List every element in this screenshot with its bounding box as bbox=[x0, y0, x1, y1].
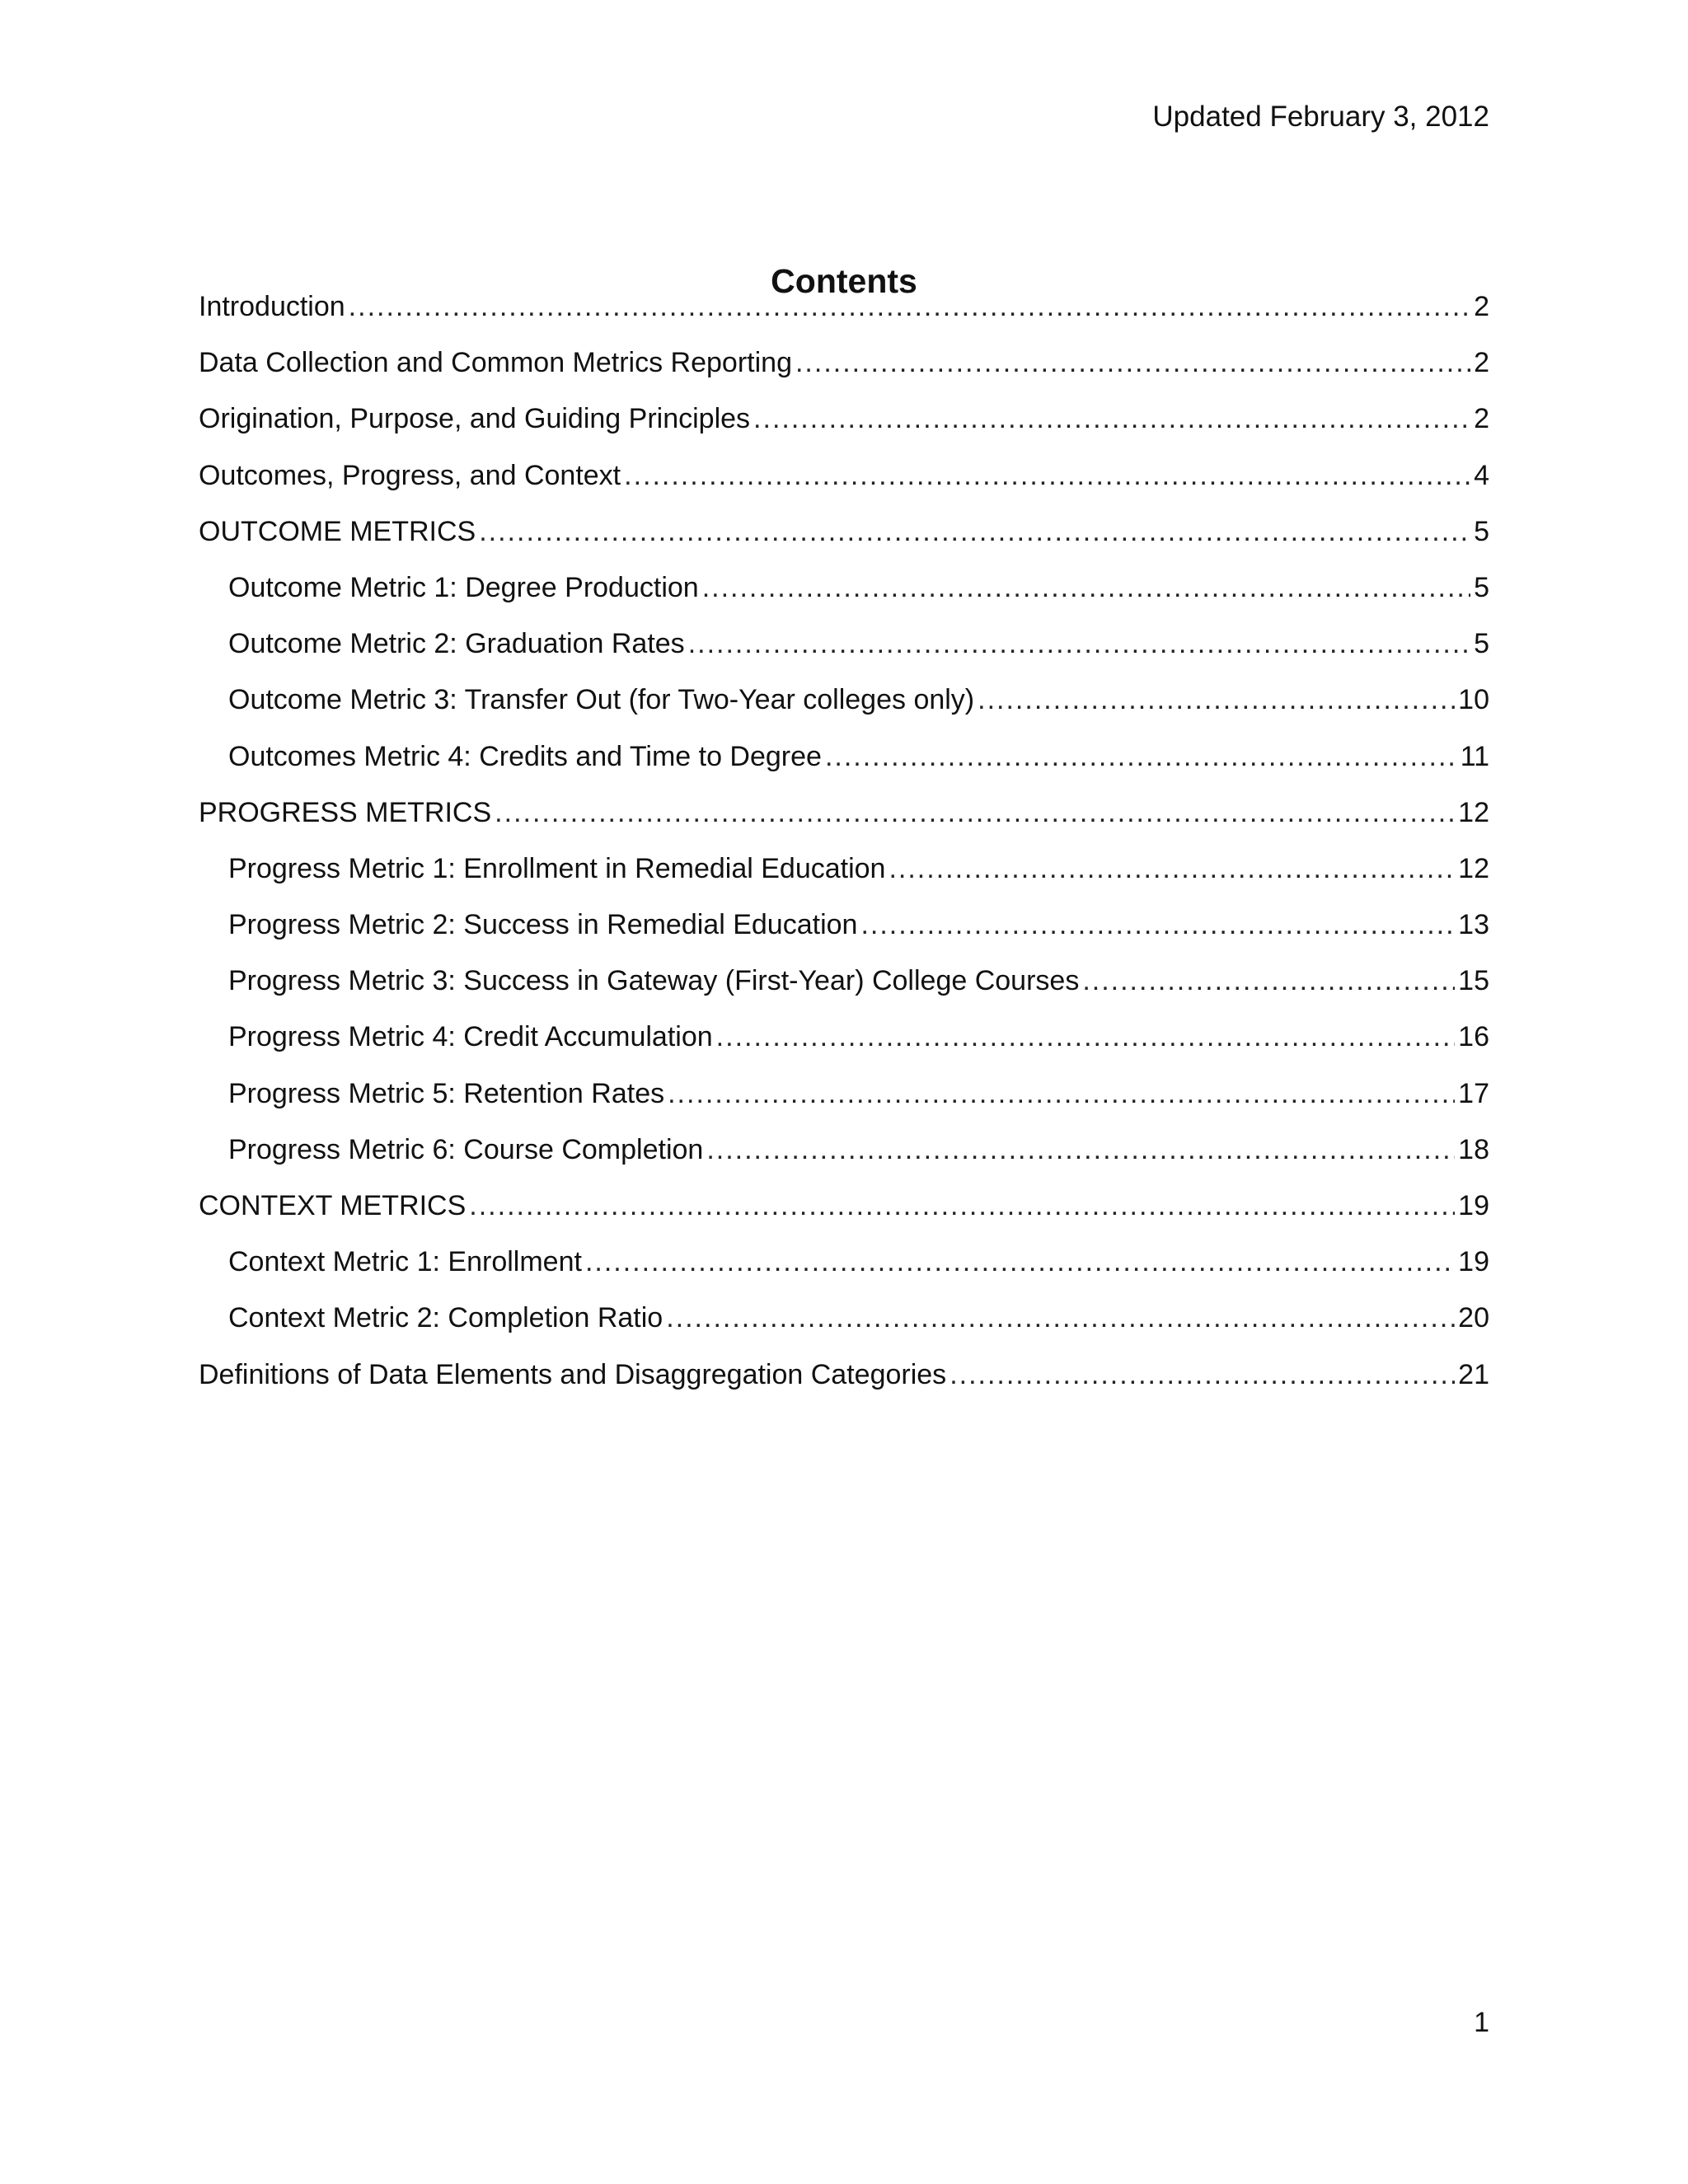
toc-entry-page: 2 bbox=[1474, 291, 1489, 322]
toc-entry-page: 21 bbox=[1458, 1358, 1489, 1390]
toc-entry-page: 19 bbox=[1458, 1190, 1489, 1221]
dot-leader bbox=[349, 288, 1470, 325]
toc-entry-label: Progress Metric 2: Success in Remedial Education bbox=[228, 909, 858, 941]
dot-leader bbox=[1082, 963, 1455, 999]
toc-entry-label: Outcome Metric 2: Graduation Rates bbox=[228, 628, 685, 660]
toc-entry-progress-metric-5[interactable] bbox=[199, 1076, 1489, 1132]
toc-entry-page: 5 bbox=[1474, 628, 1489, 660]
toc-entry-label: Progress Metric 3: Success in Gateway (First-Year) College Courses bbox=[228, 965, 1080, 997]
dot-leader bbox=[479, 513, 1470, 550]
toc-entry-label: Context Metric 2: Completion Ratio bbox=[228, 1302, 663, 1334]
dot-leader bbox=[753, 401, 1470, 437]
dot-leader bbox=[624, 457, 1470, 494]
toc-entry-label: Origination, Purpose, and Guiding Principles bbox=[199, 403, 751, 435]
dot-leader bbox=[706, 1132, 1455, 1168]
dot-leader bbox=[978, 682, 1455, 718]
toc-entry-page: 2 bbox=[1474, 347, 1489, 379]
dot-leader bbox=[860, 907, 1455, 943]
toc-entry-outcome-metric-3[interactable] bbox=[199, 682, 1489, 738]
toc-entry-label: Context Metric 1: Enrollment bbox=[228, 1246, 582, 1278]
toc-entry-label: Outcome Metric 3: Transfer Out (for Two-Year colleges only) bbox=[228, 684, 975, 716]
toc-entry-page: 2 bbox=[1474, 403, 1489, 435]
updated-date: Updated February 3, 2012 bbox=[1152, 101, 1489, 133]
toc-entry-progress-metric-1[interactable] bbox=[199, 851, 1489, 907]
toc-entry-page: 11 bbox=[1460, 740, 1489, 772]
toc-entry-label: PROGRESS METRICS bbox=[199, 796, 492, 828]
toc-entry-outcome-metric-2[interactable] bbox=[199, 626, 1489, 682]
toc-entry-label: Progress Metric 6: Course Completion bbox=[228, 1133, 704, 1165]
toc-entry-context-metric-2[interactable] bbox=[199, 1300, 1489, 1356]
dot-leader bbox=[825, 738, 1457, 775]
toc-entry-origination[interactable] bbox=[199, 401, 1489, 457]
toc-entry-page: 18 bbox=[1458, 1133, 1489, 1165]
dot-leader bbox=[950, 1357, 1455, 1393]
toc-entry-page: 17 bbox=[1458, 1077, 1489, 1109]
toc-entry-definitions[interactable] bbox=[199, 1357, 1489, 1413]
toc-entry-introduction[interactable] bbox=[199, 288, 1489, 344]
toc-entry-data-collection[interactable] bbox=[199, 344, 1489, 401]
dot-leader bbox=[666, 1300, 1455, 1336]
toc-entry-page: 5 bbox=[1474, 571, 1489, 603]
toc-entry-label: Outcome Metric 1: Degree Production bbox=[228, 571, 699, 603]
dot-leader bbox=[585, 1244, 1455, 1280]
toc-entry-label: Outcomes Metric 4: Credits and Time to Degree bbox=[228, 740, 822, 772]
toc-entry-label: Introduction bbox=[199, 291, 345, 322]
toc-entry-label: CONTEXT METRICS bbox=[199, 1190, 467, 1221]
dot-leader bbox=[495, 794, 1455, 831]
toc-entry-context-metrics[interactable] bbox=[199, 1188, 1489, 1244]
dot-leader bbox=[889, 851, 1455, 887]
toc-entry-label: Progress Metric 4: Credit Accumulation bbox=[228, 1021, 713, 1053]
toc-entry-progress-metric-3[interactable] bbox=[199, 963, 1489, 1019]
toc-entry-outcome-metrics[interactable] bbox=[199, 513, 1489, 569]
toc-entry-progress-metric-4[interactable] bbox=[199, 1019, 1489, 1075]
dot-leader bbox=[702, 569, 1470, 606]
dot-leader bbox=[668, 1076, 1455, 1112]
toc-entry-label: Outcomes, Progress, and Context bbox=[199, 459, 621, 491]
toc-entry-page: 10 bbox=[1458, 684, 1489, 716]
toc-entry-page: 20 bbox=[1458, 1302, 1489, 1334]
toc-entry-label: Definitions of Data Elements and Disaggregation Categories bbox=[199, 1358, 947, 1390]
dot-leader bbox=[795, 344, 1470, 381]
toc-entry-outcome-metric-1[interactable] bbox=[199, 569, 1489, 626]
toc-entry-label: OUTCOME METRICS bbox=[199, 515, 476, 547]
toc-entry-progress-metric-2[interactable] bbox=[199, 907, 1489, 963]
toc-entry-label: Progress Metric 5: Retention Rates bbox=[228, 1077, 665, 1109]
dot-leader bbox=[688, 626, 1470, 662]
toc-entry-progress-metrics[interactable] bbox=[199, 794, 1489, 851]
toc-entry-context-metric-1[interactable] bbox=[199, 1244, 1489, 1300]
toc-entry-page: 15 bbox=[1458, 965, 1489, 997]
toc-entry-page: 12 bbox=[1458, 852, 1489, 884]
toc-entry-page: 16 bbox=[1458, 1021, 1489, 1053]
toc-entry-page: 13 bbox=[1458, 909, 1489, 941]
toc-entry-outcomes-progress-context[interactable] bbox=[199, 457, 1489, 513]
toc-entry-progress-metric-6[interactable] bbox=[199, 1132, 1489, 1188]
toc-entry-label: Data Collection and Common Metrics Reporting bbox=[199, 347, 792, 379]
page-number: 1 bbox=[1474, 2007, 1489, 2038]
toc-title: Contents bbox=[771, 262, 917, 301]
toc-entry-page: 12 bbox=[1458, 796, 1489, 828]
dot-leader bbox=[716, 1019, 1456, 1055]
toc-entry-label: Progress Metric 1: Enrollment in Remedial Education bbox=[228, 852, 886, 884]
dot-leader bbox=[469, 1188, 1455, 1224]
toc-entry-page: 4 bbox=[1474, 459, 1489, 491]
toc-entry-outcome-metric-4[interactable] bbox=[199, 738, 1489, 794]
table-of-contents bbox=[199, 288, 1489, 1413]
toc-entry-page: 5 bbox=[1474, 515, 1489, 547]
toc-entry-page: 19 bbox=[1458, 1246, 1489, 1278]
